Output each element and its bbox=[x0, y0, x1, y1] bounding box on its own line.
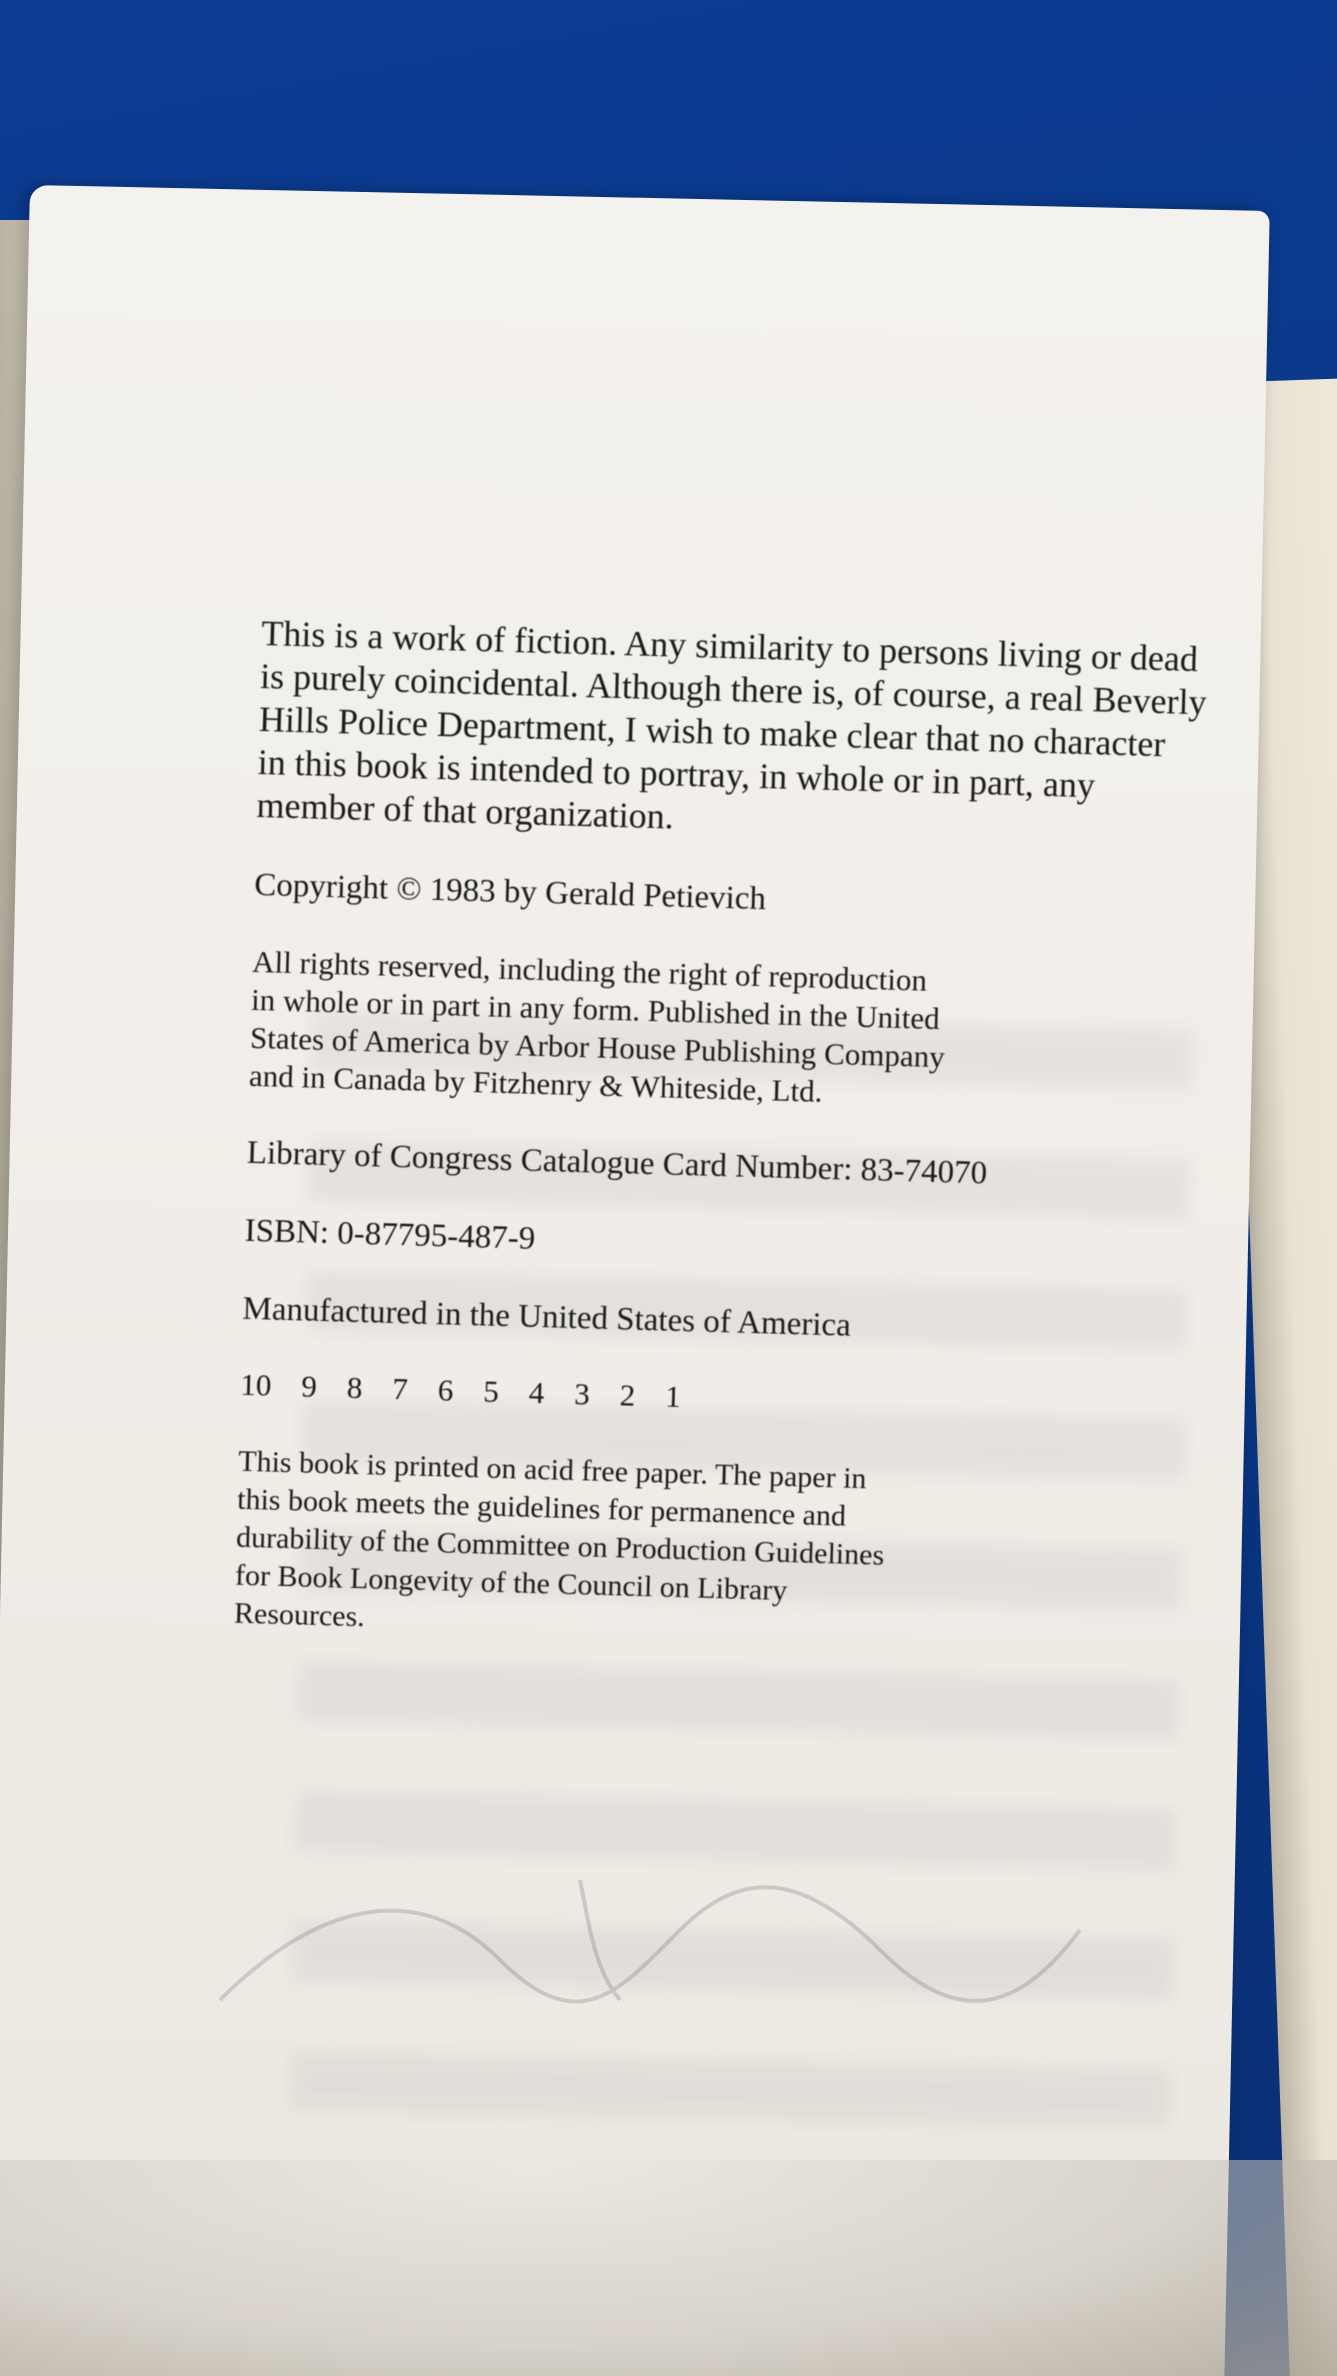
show-through-signature bbox=[200, 1840, 1100, 2040]
page-curl-shadow bbox=[0, 2160, 1337, 2376]
printing-number: 9 bbox=[300, 1368, 318, 1404]
isbn-line: ISBN: 0-87795-487-9 bbox=[244, 1212, 536, 1257]
rights-statement: All rights reserved, including the right of reproduction in whole or in part in any form. Published in the United States of America by Arbor House Publishing Company and in Canada by Fitzhenry & Whiteside, Ltd. bbox=[248, 943, 946, 1109]
printing-number: 3 bbox=[573, 1376, 591, 1412]
printing-number: 5 bbox=[482, 1373, 500, 1409]
printing-number: 8 bbox=[346, 1369, 363, 1406]
printing-number: 10 bbox=[239, 1366, 272, 1403]
fiction-disclaimer: This is a work of fiction. Any similarity to persons living or dead is purely coincidental. Although there is, of course, a real Beverly Hills Police Department, I wish to make clear that no character in this book is intended to portray, in whole or in part, any member of that organization. bbox=[256, 612, 1208, 837]
printing-number: 2 bbox=[619, 1377, 636, 1413]
copyright-line: Copyright © 1983 by Gerald Petievich bbox=[253, 866, 767, 918]
printing-number: 4 bbox=[528, 1374, 545, 1411]
copyright-text-block bbox=[232, 612, 1241, 1698]
printing-number: 1 bbox=[664, 1378, 682, 1414]
printing-line bbox=[240, 1367, 1221, 1430]
printing-number: 7 bbox=[391, 1370, 409, 1407]
manufactured-line: Manufactured in the United States of America bbox=[242, 1290, 852, 1344]
lccn-line: Library of Congress Catalogue Card Number: 83-74070 bbox=[246, 1134, 988, 1192]
printing-number: 6 bbox=[437, 1372, 454, 1408]
acid-free-paper-note: This book is printed on acid free paper. The paper in this book meets the guidelines for permanence and durability of the Committee on Production Guidelines for Book Longevity of the Council on Library Resources. bbox=[233, 1444, 885, 1634]
